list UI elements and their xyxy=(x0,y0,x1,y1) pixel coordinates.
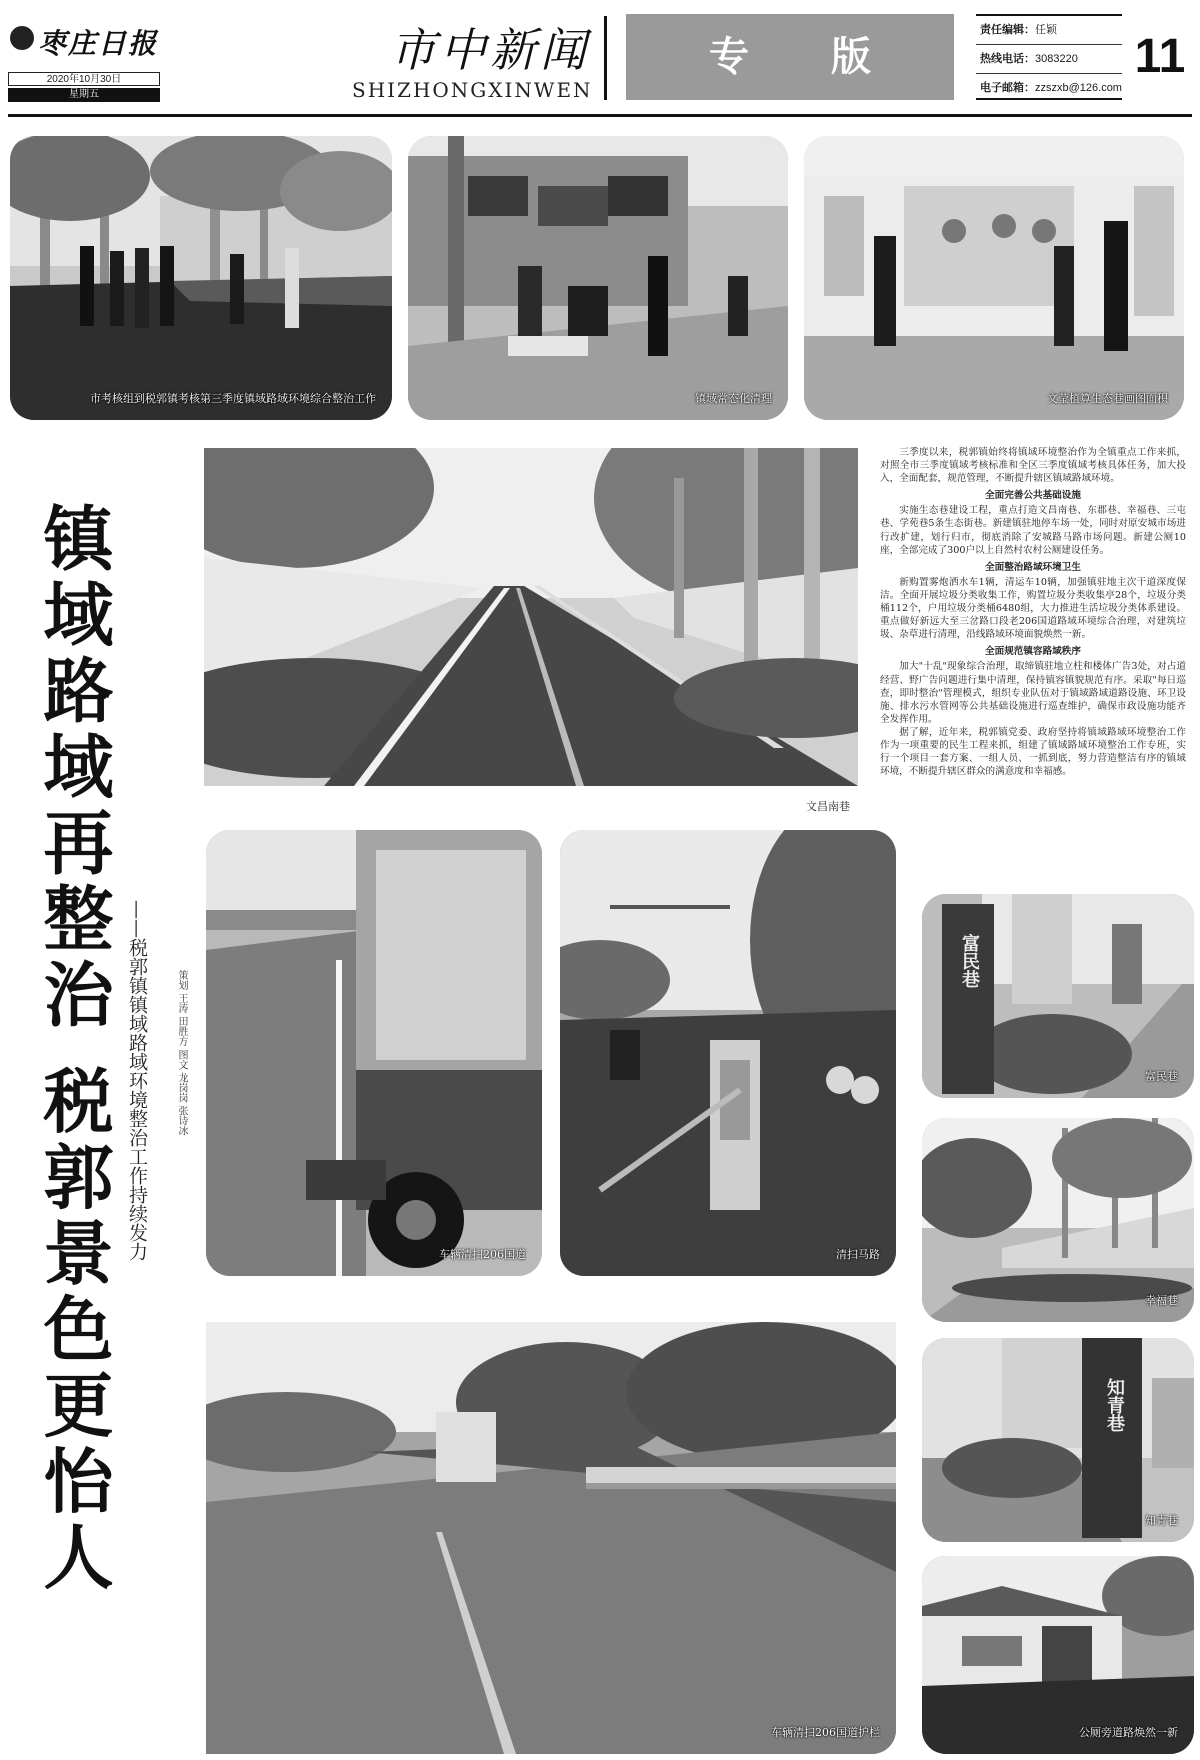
issue-weekday: 星期五 xyxy=(8,88,160,102)
editor-row: 责任编辑：任颖 xyxy=(976,16,1122,45)
issue-date: 2020年10月30日 xyxy=(8,72,160,86)
article-closing: 据了解，近年来，税郭镇党委、政府坚持将镇域路域环境整治工作作为一项重要的民生工程来抓，组建了镇域路域环境整治工作专班，实行一个项目一套方案、一组人员、一抓到底，努力营造整洁有序的镇域环境，不断提升辖区群众的满意度和幸福感。 xyxy=(880,726,1186,778)
page-number: 11 xyxy=(1134,30,1186,83)
fumin-sign: 富民巷 xyxy=(959,934,980,988)
article-section-1: 实施生态巷建设工程，重点打造文昌南巷、东郡巷、幸福巷、三屯巷、学苑巷5条生态街巷。新建镇驻地停车场一处，同时对原安城市场进行改扩建，划行归市，彻底消除了安城路马路市场问题。新建公厕10座，全部完成了300户以上自然村农村公厕建设任务。 xyxy=(880,505,1186,556)
photo-truck-sweeping-206 xyxy=(206,830,542,1276)
article-subhead-2: 全面整治路域环境卫生 xyxy=(985,561,1081,573)
paper-logo-icon xyxy=(10,26,34,50)
zhiqing-sign: 知青巷 xyxy=(1104,1378,1125,1432)
article-intro: 三季度以来，税郭镇始终将镇域环境整治作为全镇重点工作来抓，对照全市三季度镇域考核标准和全区三季度镇域考核具体任务，加大投入，全面配套，规范管理，不断提升辖区镇域路域环境。 xyxy=(880,447,1186,485)
caption-inspection: 市考核组到税郭镇考核第三季度镇域路域环境综合整治工作 xyxy=(90,392,376,405)
editor-info-box xyxy=(976,14,1122,100)
photo-xingfu-lane xyxy=(922,1118,1194,1322)
hotline-row: 热线电话：3083220 xyxy=(976,45,1122,74)
photo-zhiqing-lane xyxy=(922,1338,1194,1542)
paper-name: 枣庄日报 xyxy=(38,27,159,60)
headline: 镇域路域再整治 税郭景色更怡人 xyxy=(32,502,114,1597)
article-subhead-3: 全面规范镇容路域秩序 xyxy=(985,646,1081,658)
article-subhead-1: 全面完善公共基础设施 xyxy=(985,490,1081,502)
caption-xingfu: 幸福巷 xyxy=(1145,1294,1178,1307)
masthead-divider xyxy=(604,16,607,100)
article-body xyxy=(880,446,1186,822)
article-section-3: 加大"十乱"现象综合治理，取缔镇驻地立柱和楼体广告3处，对占道经营、野广告问题进行集中清理，保持镇容镇貌规范有序。采取"每日巡查，即时整治"管理模式，组织专业队伍对于镇域路域道路设施、环卫设施、排水污水管网等公共基础设施进行巡查维护，确保市政设施功能齐全发挥作用。 xyxy=(880,661,1186,725)
caption-wenchang: 文昌南巷 xyxy=(806,800,850,813)
photo-sweeping-road xyxy=(560,830,896,1276)
article-section-2: 新购置雾炮洒水车1辆，清运车10辆，加强镇驻地主次干道深度保洁。全面开展垃圾分类收集工作，购置垃圾分类收集亭28个，垃圾分类桶112个，户用垃圾分类桶6480组，大力推进生活垃圾分类体系建设。重点做好新远大至三岔路口段老206国道路域环境综合治理，对建筑垃圾、杂草进行清理，沿线路域环境面貌焕然一新。 xyxy=(880,576,1186,641)
photo-fumin-lane xyxy=(922,894,1194,1098)
subtitle: ——税郭镇镇域路域环境整治工作持续发力 xyxy=(126,900,148,1261)
section-type-banner: 专 版 xyxy=(626,14,954,100)
section-title: 市中新闻 xyxy=(390,23,590,77)
caption-sweeping: 清扫马路 xyxy=(836,1248,880,1261)
caption-zhiqing: 知青巷 xyxy=(1145,1514,1178,1527)
photo-inspection-team xyxy=(10,136,392,420)
photo-wenchang-south-lane xyxy=(204,448,858,786)
caption-cleanup: 镇域常态化清理 xyxy=(695,392,772,405)
caption-fumin: 富民巷 xyxy=(1145,1070,1178,1083)
caption-mural: 文莹植算生态巷画图面积 xyxy=(1047,392,1168,405)
photo-wall-mural xyxy=(804,136,1184,420)
caption-truck-206: 车辆清扫206国道 xyxy=(439,1248,526,1261)
photo-guardrail-cleaning xyxy=(206,1322,896,1754)
photo-street-cleanup xyxy=(408,136,788,420)
masthead-rule xyxy=(8,114,1192,117)
section-title-pinyin: SHIZHONGXINWEN xyxy=(352,78,593,102)
byline-credits: 策划 王涛 田胜方 图文 龙岗岗 张诗冰 xyxy=(176,970,187,1136)
caption-guardrail: 车辆清扫206国道护栏 xyxy=(771,1726,880,1739)
email-row: 电子邮箱：zzszxb@126.com xyxy=(980,82,1122,94)
photo-public-toilet-road xyxy=(922,1556,1194,1754)
caption-toilet-road: 公厕旁道路焕然一新 xyxy=(1079,1726,1178,1739)
